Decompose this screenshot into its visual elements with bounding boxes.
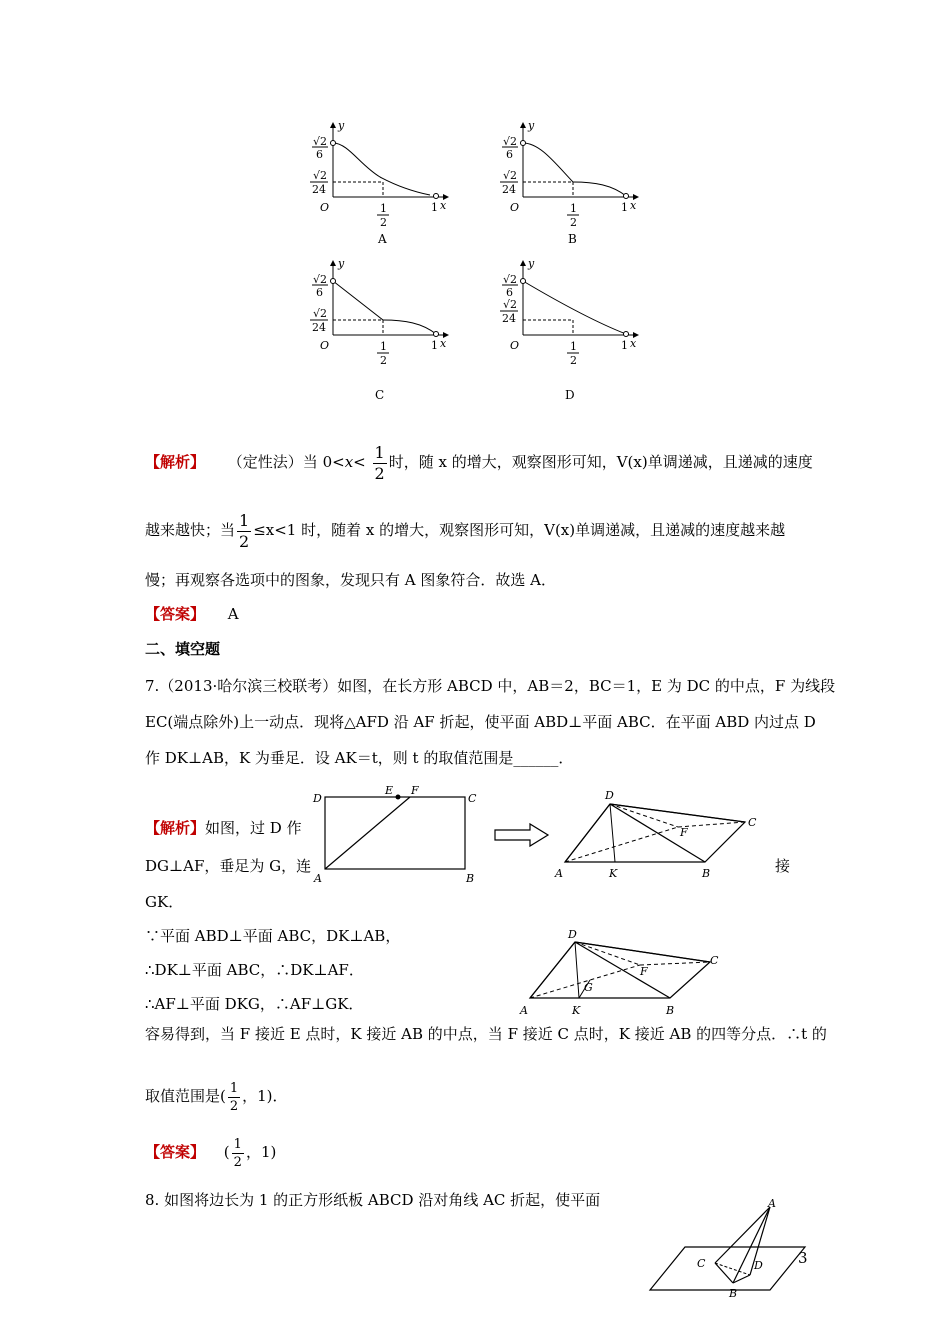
x-half-den: 2 [570, 354, 577, 367]
svg-text:A: A [314, 872, 322, 885]
fraction-half: $\frac{1}{2}$ [239, 510, 250, 551]
x-one-label: 1 [621, 339, 628, 352]
y-top-den: 6 [316, 148, 323, 161]
svg-text:B: B [729, 1287, 738, 1300]
x-half-den: 2 [380, 216, 387, 229]
section-title: 二、填空题 [145, 640, 221, 658]
solution6-line2: 越来越快；当 $\frac{1}{2}$ ≤x<1 时，随着 x 的增大，观察图形可知，V(x)单调递减，且递减的速度越来越 [145, 510, 786, 551]
svg-text:C: C [748, 816, 757, 829]
graph-figures [300, 115, 660, 415]
x-half-num: 1 [570, 202, 577, 215]
problem7-line2: EC(端点除外)上一动点．现将△AFD 沿 AF 折起，使平面 ABD⊥平面 ABC．在平面 ABD 内过点 D [145, 713, 816, 731]
answer-tag: 【答案】 [145, 605, 206, 623]
y-axis-label: y [528, 257, 535, 270]
y-mid-den: 24 [312, 183, 326, 196]
svg-text:F: F [411, 784, 419, 797]
svg-text:A: A [520, 1004, 528, 1017]
svg-text:C: C [710, 954, 719, 967]
svg-text:A: A [555, 867, 563, 880]
answer-value: A [227, 605, 239, 623]
answer6 [145, 604, 239, 624]
solution7-line2-tail: 接 [775, 857, 791, 875]
svg-text:K: K [609, 867, 618, 880]
svg-text:B: B [466, 872, 475, 885]
graph-caption-a: A [378, 232, 387, 246]
fig8-figure [640, 1195, 820, 1300]
y-top-num: √2 [503, 273, 518, 286]
svg-text:G: G [584, 981, 593, 994]
svg-text:A: A [768, 1197, 776, 1210]
fig7-figures [300, 782, 780, 1032]
fig7-solid [554, 789, 757, 880]
graph-d [500, 257, 638, 402]
x-half-den: 2 [570, 216, 577, 229]
svg-text:B: B [666, 1004, 675, 1017]
graph-a [310, 119, 448, 246]
x-axis-label: x [440, 337, 447, 350]
solution7-line1: 【解析】如图，过 D 作 [145, 819, 302, 837]
graph-caption-b: B [568, 232, 577, 246]
y-mid-den: 24 [502, 183, 516, 196]
problem7-line3: 作 DK⊥AB，K 为垂足．设 AK＝t，则 t 的取值范围是______． [145, 749, 574, 767]
graph-b [500, 119, 638, 246]
x-one-label: 1 [621, 201, 628, 214]
svg-text:D: D [568, 928, 577, 941]
y-mid-den: 24 [502, 312, 516, 325]
y-top-num: √2 [313, 135, 328, 148]
graph-c [310, 257, 448, 402]
answer-tag: 【答案】 [145, 1143, 206, 1161]
fig7-solid-2 [519, 928, 719, 1017]
x-half-num: 1 [570, 340, 577, 353]
origin-label: O [320, 201, 330, 214]
problem8-line1: 8. 如图将边长为 1 的正方形纸板 ABCD 沿对角线 AC 折起，使平面 [145, 1191, 601, 1209]
svg-text:D: D [605, 789, 614, 802]
solution7-line3: GK． [145, 893, 184, 911]
origin-label: O [320, 339, 330, 352]
solution7-line6: ∴AF⊥平面 DKG，∴AF⊥GK． [145, 995, 364, 1013]
y-mid-den: 24 [312, 321, 326, 334]
y-top-num: √2 [503, 135, 518, 148]
fig7-rectangle [312, 784, 477, 885]
origin-label: O [510, 339, 520, 352]
fraction-half: $\frac{1}{2}$ [233, 1136, 242, 1170]
y-mid-num: √2 [313, 169, 328, 182]
x-axis-label: x [630, 337, 637, 350]
svg-text:K: K [572, 1004, 581, 1017]
svg-text:B: B [702, 867, 711, 880]
graph-caption-c: C [375, 388, 385, 402]
svg-text:C: C [697, 1257, 706, 1270]
svg-text:F: F [680, 826, 688, 839]
solution-tag: 【解析】 [145, 819, 206, 837]
svg-text:E: E [385, 784, 394, 797]
x-half-num: 1 [380, 202, 387, 215]
y-mid-num: √2 [503, 169, 518, 182]
y-mid-num: √2 [313, 307, 328, 320]
y-axis-label: y [528, 119, 535, 132]
x-one-label: 1 [431, 201, 438, 214]
y-mid-num: √2 [503, 298, 518, 311]
solution7-line2: DG⊥AF，垂足为 G，连 [145, 857, 312, 875]
solution7-line4: ∵平面 ABD⊥平面 ABC，DK⊥AB， [145, 927, 401, 945]
solution-tag: 【解析】 [145, 453, 206, 471]
fraction-half: $\frac{1}{2}$ [229, 1080, 239, 1114]
y-axis-label: y [338, 257, 345, 270]
y-axis-label: y [338, 119, 345, 132]
fraction-half: $\frac{1}{2}$ [374, 442, 385, 483]
origin-label: O [510, 201, 520, 214]
solution7-line7: 容易得到，当 F 接近 E 点时，K 接近 AB 的中点，当 F 接近 C 点时，K 接近 AB 的四等分点．∴t 的 [145, 1025, 827, 1043]
y-top-num: √2 [313, 273, 328, 286]
solution7-line5: ∴DK⊥平面 ABC，∴DK⊥AF． [145, 961, 364, 979]
x-one-label: 1 [431, 339, 438, 352]
svg-text:C: C [468, 792, 477, 805]
x-axis-label: x [630, 199, 637, 212]
y-top-den: 6 [506, 148, 513, 161]
problem7-line1: 7.（2013·哈尔滨三校联考）如图，在长方形 ABCD 中，AB＝2，BC＝1，E 为 DC 的中点，F 为线段 [145, 677, 836, 695]
x-half-den: 2 [380, 354, 387, 367]
svg-text:F: F [640, 965, 648, 978]
y-top-den: 6 [316, 286, 323, 299]
solution6-line1: 【解析】 （定性法）当 0<x< $\frac{1}{2}$ 时，随 x 的增大，观察图形可知，V(x)单调递减，且递减的速度 [145, 442, 813, 483]
solution7-line8: 取值范围是( $\frac{1}{2}$ ，1)． [145, 1080, 288, 1114]
svg-text:D: D [313, 792, 322, 805]
x-half-num: 1 [380, 340, 387, 353]
fig7-arrow-icon [495, 824, 548, 846]
answer7: 【答案】 ( $\frac{1}{2}$ ，1) [145, 1136, 277, 1170]
x-axis-label: x [440, 199, 447, 212]
solution6-line3: 慢；再观察各选项中的图象，发现只有 A 图象符合．故选 A． [145, 571, 556, 589]
svg-text:D: D [754, 1259, 763, 1272]
page-number: 3 [798, 1249, 808, 1267]
graph-caption-d: D [565, 388, 575, 402]
y-top-den: 6 [506, 286, 513, 299]
